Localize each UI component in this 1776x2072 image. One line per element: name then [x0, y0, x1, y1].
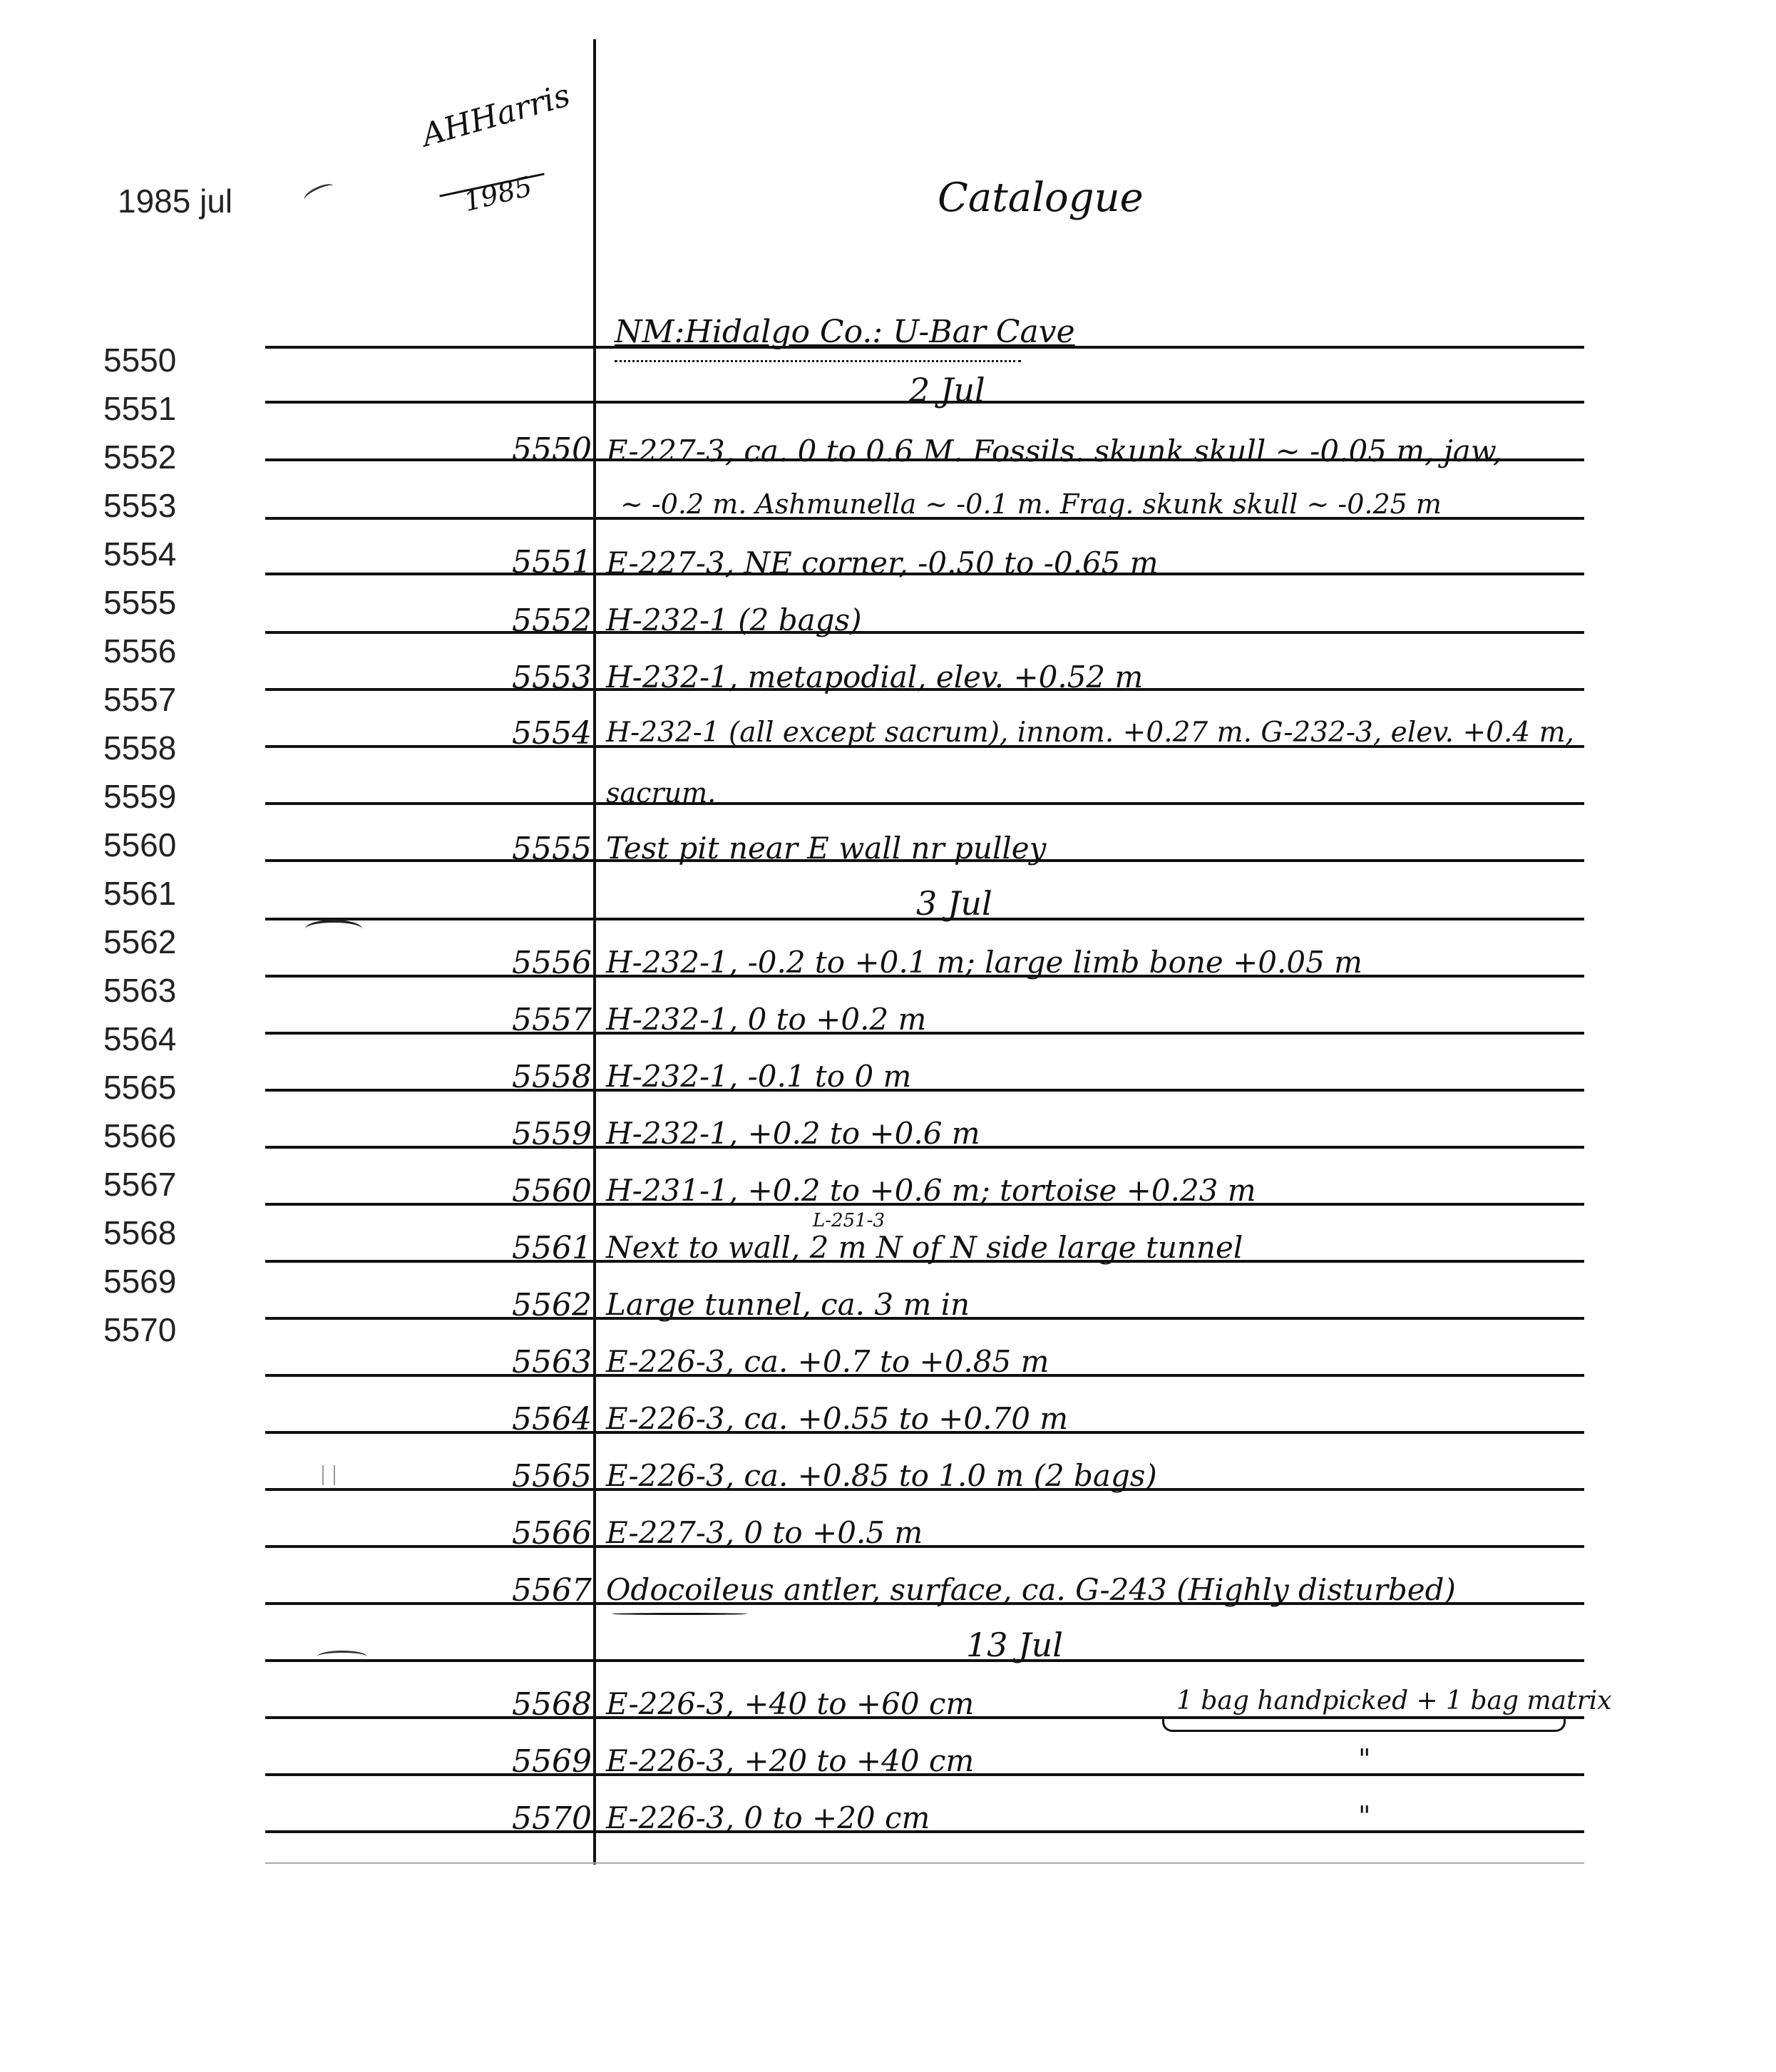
catalogue-number: 5568 [512, 1686, 592, 1723]
catalogue-entry: H-232-1 (all except sacrum), innom. +0.27 m. G-232-3, elev. +0.4 m, [606, 717, 1574, 749]
catalogue-number: 5557 [512, 1002, 592, 1038]
catalogue-entry: H-232-1, 0 to +0.2 m [606, 1002, 927, 1037]
catalogue-entry: Test pit near E wall nr pulley [606, 831, 1047, 866]
catalogue-entry: H-232-1, metapodial, elev. +0.52 m [606, 660, 1144, 694]
catalogue-entry: Odocoileus antler, surface, ca. G-243 (Highly disturbed) [606, 1572, 1456, 1607]
catalogue-entry: E-226-3, +20 to +40 cm [606, 1743, 975, 1778]
catalogue-entry: H-232-1, -0.1 to 0 m [606, 1059, 912, 1094]
date-heading: 13 Jul [966, 1626, 1063, 1664]
catalogue-number: 5570 [512, 1800, 592, 1837]
left-number: 5553 [103, 487, 177, 524]
catalogue-entry: sacrum. [606, 777, 717, 809]
stray-mark [302, 180, 337, 205]
catalogue-entry: E-226-3, ca. +0.55 to +0.70 m [606, 1401, 1069, 1436]
left-number: 5554 [103, 535, 177, 573]
catalogue-number: 5556 [512, 945, 592, 981]
catalogue-entry: E-226-3, +40 to +60 cm [606, 1686, 975, 1721]
column-divider [593, 39, 596, 1865]
catalogue-number: 5563 [512, 1344, 592, 1380]
left-number: 5566 [103, 1117, 177, 1154]
catalogue-number: 5561 [512, 1230, 592, 1266]
catalogue-entry: H-232-1, +0.2 to +0.6 m [606, 1116, 980, 1151]
catalogue-entry: E-226-3, ca. +0.85 to 1.0 m (2 bags) [606, 1458, 1157, 1493]
catalogue-entry: E-227-3, 0 to +0.5 m [606, 1515, 923, 1550]
catalogue-number: 5567 [512, 1572, 592, 1609]
left-number: 5563 [103, 972, 177, 1009]
catalogue-number: 5550 [512, 431, 592, 468]
signature-name: AHHarris [417, 77, 575, 154]
catalogue-number: 5552 [512, 602, 592, 639]
catalogue-number: 5569 [512, 1743, 592, 1780]
locality-squiggle [615, 353, 1021, 362]
catalogue-number: 5555 [512, 831, 592, 867]
left-number: 5567 [103, 1166, 177, 1203]
catalogue-entry: E-227-3, ca. 0 to 0.6 M. Fossils. skunk skull ~ -0.05 m, jaw, [606, 434, 1503, 468]
left-number: 5564 [103, 1020, 177, 1057]
catalogue-entry: Next to wall, 2 m N of N side large tunnel [606, 1230, 1243, 1265]
left-number: 5559 [103, 778, 177, 815]
catalogue-entry: H-231-1, +0.2 to +0.6 m; tortoise +0.23 m [606, 1173, 1256, 1208]
catalogue-number: 5554 [512, 715, 592, 752]
stray-mark [317, 1651, 367, 1663]
ruled-line [265, 1659, 1584, 1662]
ditto-mark: " [1358, 1743, 1371, 1775]
catalogue-entry: E-226-3, 0 to +20 cm [606, 1800, 930, 1835]
catalogue-entry: ~ -0.2 m. Ashmunella ~ -0.1 m. Frag. skunk skull ~ -0.25 m [620, 488, 1442, 520]
entry-annotation: L-251-3 [813, 1210, 886, 1231]
left-number: 5560 [103, 826, 177, 863]
ruled-line [265, 1862, 1584, 1864]
printed-date: 1985 jul [118, 183, 233, 220]
left-number: 5558 [103, 729, 177, 766]
signature-year: 1985 [461, 170, 535, 218]
ruled-line [265, 802, 1584, 805]
page-title: Catalogue [938, 175, 1144, 221]
catalogue-number: 5551 [512, 544, 592, 580]
catalogue-entry: E-226-3, ca. +0.7 to +0.85 m [606, 1344, 1049, 1379]
left-number: 5562 [103, 923, 177, 960]
left-number: 5552 [103, 438, 177, 476]
left-number: 5550 [103, 342, 177, 379]
catalogue-number: 5562 [512, 1287, 592, 1323]
catalogue-entry: H-232-1 (2 bags) [606, 602, 862, 637]
left-number: 5561 [103, 875, 177, 912]
date-heading: 2 Jul [909, 371, 985, 409]
catalogue-number: 5566 [512, 1515, 592, 1552]
catalogue-number: 5559 [512, 1116, 592, 1152]
odocoileus-underline [612, 1613, 747, 1615]
catalogue-entry: Large tunnel, ca. 3 m in [606, 1287, 970, 1322]
left-number: 5551 [103, 390, 177, 427]
catalogue-number: 5565 [512, 1458, 592, 1494]
date-heading: 3 Jul [916, 884, 992, 923]
left-number: 5570 [103, 1311, 177, 1348]
left-number: 5557 [103, 681, 177, 718]
ditto-mark: " [1358, 1800, 1371, 1832]
catalogue-number: 5553 [512, 660, 592, 696]
left-number: 5568 [103, 1214, 177, 1251]
left-number: 5556 [103, 632, 177, 670]
stray-mark [322, 1465, 335, 1485]
left-number: 5555 [103, 584, 177, 621]
bag-note-brace [1162, 1718, 1566, 1732]
left-number: 5565 [103, 1069, 177, 1106]
catalogue-number: 5560 [512, 1173, 592, 1209]
catalogue-entry: H-232-1, -0.2 to +0.1 m; large limb bone +0.05 m [606, 945, 1362, 980]
stray-mark [305, 920, 362, 938]
catalogue-number: 5558 [512, 1059, 592, 1095]
catalogue-number: 5564 [512, 1401, 592, 1437]
catalogue-entry: E-227-3, NE corner, -0.50 to -0.65 m [606, 545, 1159, 580]
left-number: 5569 [103, 1263, 177, 1300]
locality-heading: NM:Hidalgo Co.: U-Bar Cave [615, 314, 1075, 350]
bag-note: 1 bag handpicked + 1 bag matrix [1176, 1686, 1612, 1715]
